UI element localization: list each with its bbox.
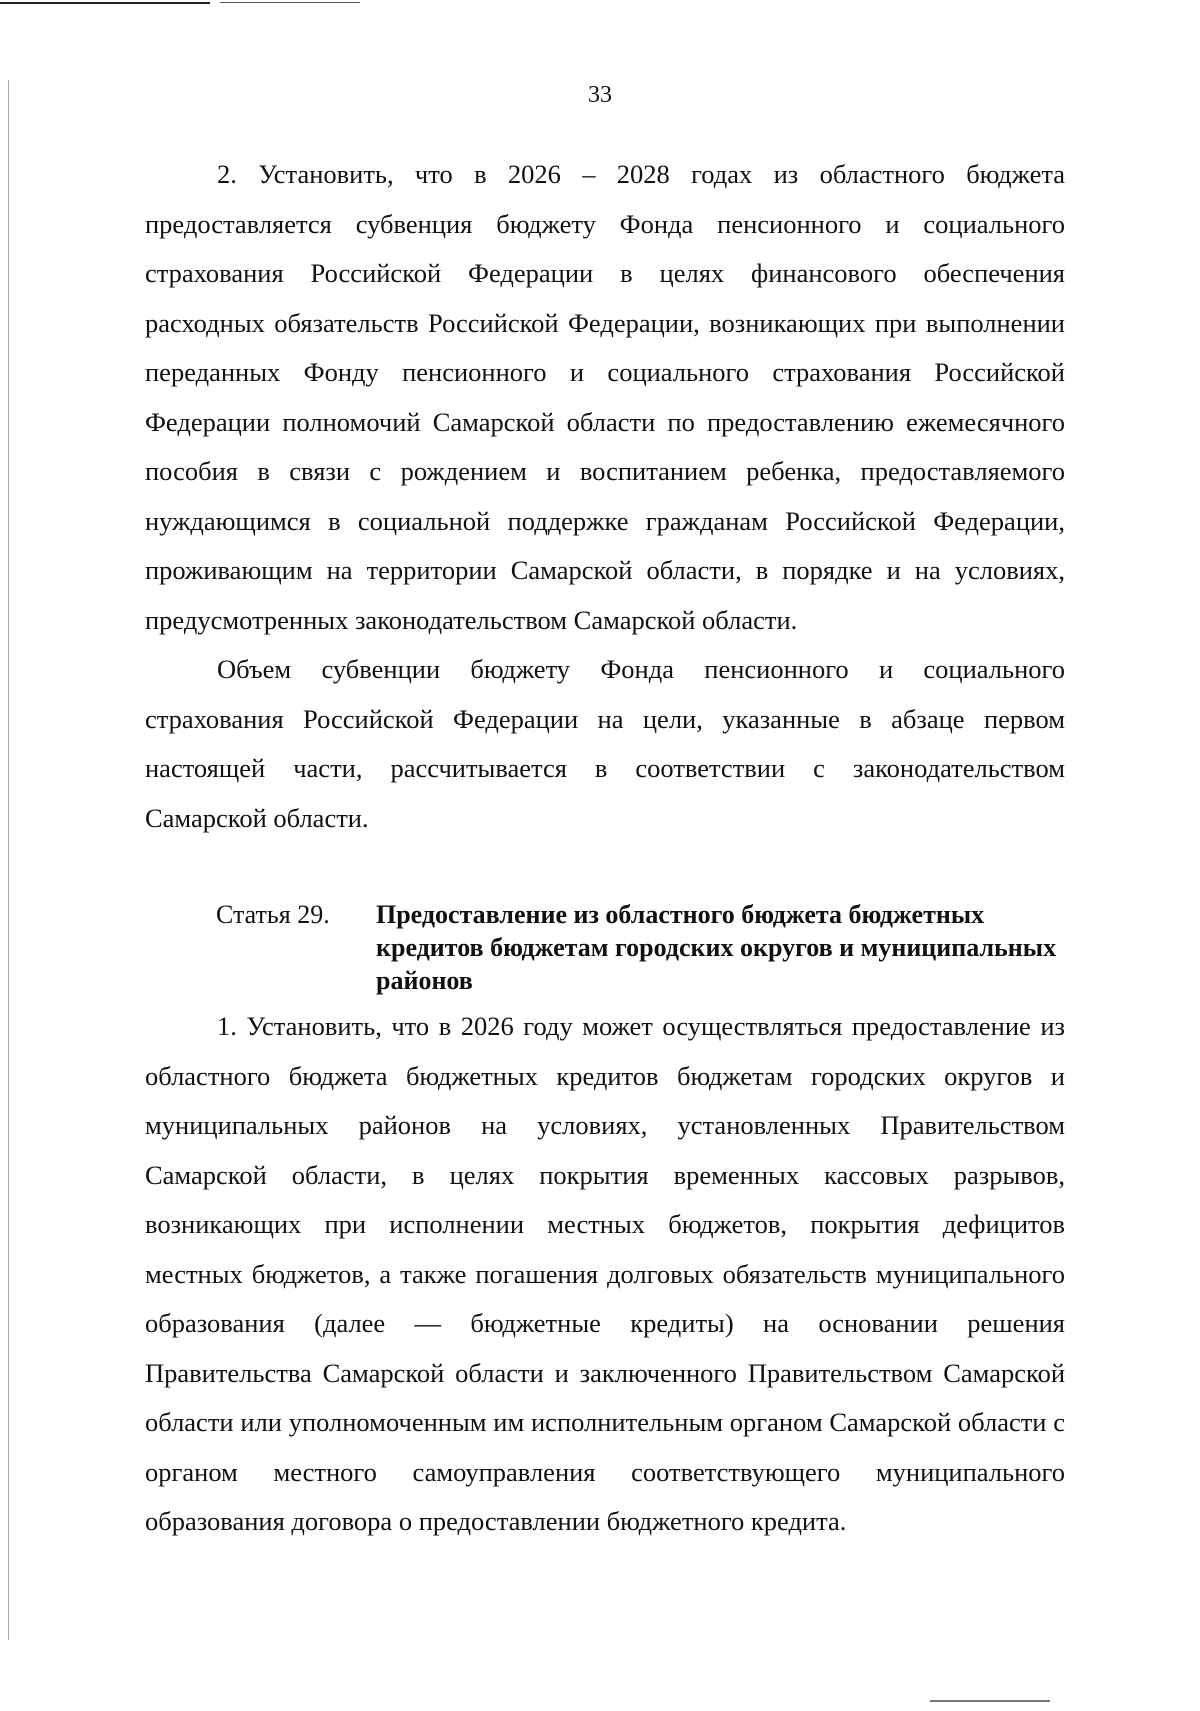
paragraph: 2. Установить, что в 2026 – 2028 годах из областного бюджета предоставляется субвенция бюджету Фонда пенсионного и социального страхования Российской Федерации в целях финансового обеспечения расходных обязательств Российской Федерации, возникающих при выполнении переданных Фонду пенсионного и социального страхования Российской Федерации полномочий Самарской области по предоставлению ежемесячного пособия в связи с рождением и воспитанием ребенка, предоставляемого нуждающимся в социальной поддержке гражданам Российской Федерации, проживающим на территории Самарской области, в порядке и на условиях, предусмотренных законодательством Самарской области. xyxy=(145,159,1065,635)
article-text xyxy=(145,1002,1065,1547)
section-2-text xyxy=(145,150,1065,843)
scan-edge-line xyxy=(220,2,360,3)
paragraph: 1. Установить, что в 2026 году может осуществляться предоставление из областного бюджета бюджетных кредитов бюджетам городских округов и муниципальных районов на условиях, установленных Правительством Самарской области, в целях покрытия временных кассовых разрывов, возникающих при исполнении местных бюджетов, покрытия дефицитов местных бюджетов, а также погашения долговых обязательств муниципального образования (далее — бюджетные кредиты) на основании решения Правительства Самарской области и заключенного Правительством Самарской области или уполномоченным им исполнительным органом Самарской области с органом местного самоуправления соответствующего муниципального образования договора о предоставлении бюджетного кредита. xyxy=(145,1011,1065,1536)
article-number: Статья 29. xyxy=(216,900,330,929)
paragraph: Объем субвенции бюджету Фонда пенсионного и социального страхования Российской Федерации на цели, указанные в абзаце первом настоящей части, рассчитывается в соответствии с законодательством Самарской области. xyxy=(145,654,1065,833)
article-title: Предоставление из областного бюджета бюджетных кредитов бюджетам городских округов и муниципальных районов xyxy=(376,900,1057,995)
page-number: 33 xyxy=(588,82,612,108)
scan-edge-line xyxy=(0,2,210,4)
article-heading xyxy=(216,898,1076,997)
scan-edge-line xyxy=(8,80,9,1640)
scan-edge-line xyxy=(930,1700,1050,1702)
